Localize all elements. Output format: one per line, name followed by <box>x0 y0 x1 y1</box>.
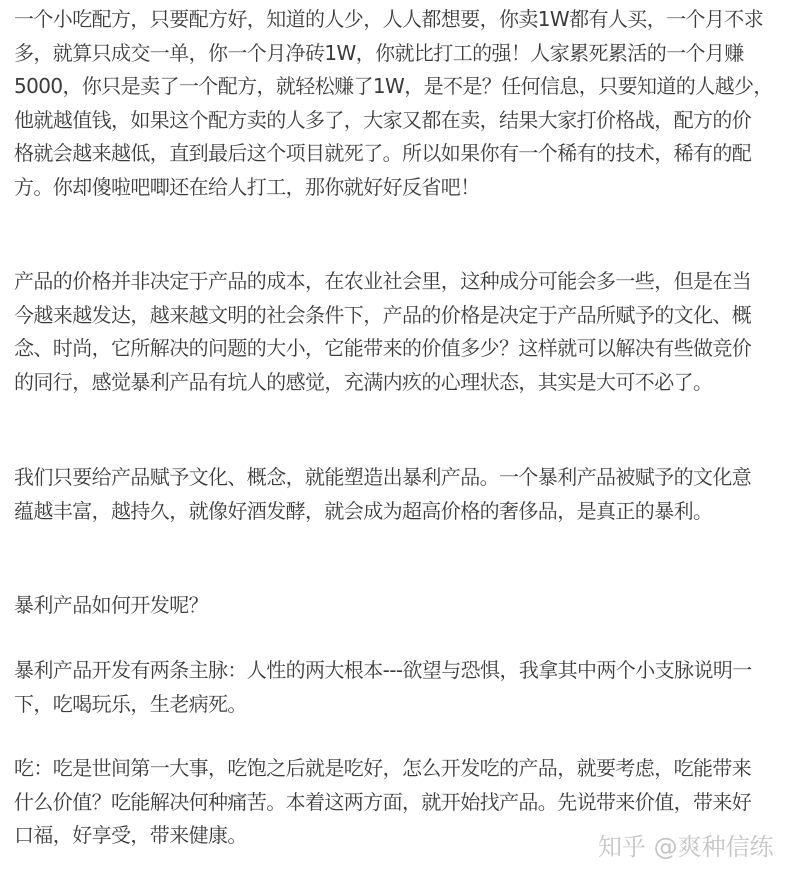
text-line: 念、时尚，它所解决的问题的大小，它能带来的价值多少？这样就可以解决有些做竞价 <box>14 336 752 360</box>
text-line: 下，吃喝玩乐，生老病死。 <box>14 691 247 716</box>
text-line: 今越来越发达，越来越文明的社会条件下，产品的价格是决定于产品所赋予的文化、概 <box>14 302 752 327</box>
text-line: 暴利产品如何开发呢？ <box>14 593 208 617</box>
text-line: 我们只要给产品赋予文化、概念，就能塑造出暴利产品。一个暴利产品被赋予的文化意 <box>14 465 752 489</box>
zhihu-watermark: 知乎 @爽种信练 <box>598 833 774 861</box>
text-line: 一个小吃配方，只要配方好，知道的人少，人人都想要，你卖1W都有人买，一个月不求 <box>14 7 764 31</box>
text-line: 暴利产品开发有两条主脉：人性的两大根本---欲望与恐惧，我拿其中两个小支脉说明一 <box>14 658 752 682</box>
text-line: 5000，你只是卖了一个配方，就轻松赚了1W，是不是？任何信息，只要知道的人越少， <box>14 74 773 98</box>
text-line: 方。你却傻啦吧唧还在给人打工，那你就好好反省吧！ <box>14 174 480 199</box>
paragraph-two-main-lines <box>14 654 784 721</box>
text-line: 的同行，感觉暴利产品有坑人的感觉，充满内疚的心理状态，其实是大可不必了。 <box>14 369 713 394</box>
text-line: 蕴越丰富，越持久，就像好酒发酵，就会成为超高价格的奢侈品，是真正的暴利。 <box>14 498 713 523</box>
paragraph-product-pricing <box>14 265 784 399</box>
text-line: 格就会越来越低，直到最后这个项目就死了。所以如果你有一个稀有的技术，稀有的配 <box>14 141 752 165</box>
text-line: 产品的价格并非决定于产品的成本，在农业社会里，这种成分可能会多一些，但是在当 <box>14 269 752 293</box>
text-line: 吃：吃是世间第一大事，吃饱之后就是吃好，怎么开发吃的产品，就要考虑，吃能带来 <box>14 756 752 780</box>
text-line: 多，就算只成交一单，你一个月净砖1W，你就比打工的强！人家累死累活的一个月赚 <box>14 40 744 65</box>
paragraph-culture-concept <box>14 461 784 528</box>
section-question <box>14 589 784 623</box>
text-line: 口福，好享受，带来健康。 <box>14 823 247 847</box>
text-line: 他就越值钱，如果这个配方卖的人多了，大家又都在卖，结果大家打价格战，配方的价 <box>14 107 752 132</box>
text-line: 什么价值？吃能解决何种痛苦。本着这两方面，就开始找产品。先说带来价值，带来好 <box>14 789 752 814</box>
paragraph-recipe-value <box>14 3 784 204</box>
